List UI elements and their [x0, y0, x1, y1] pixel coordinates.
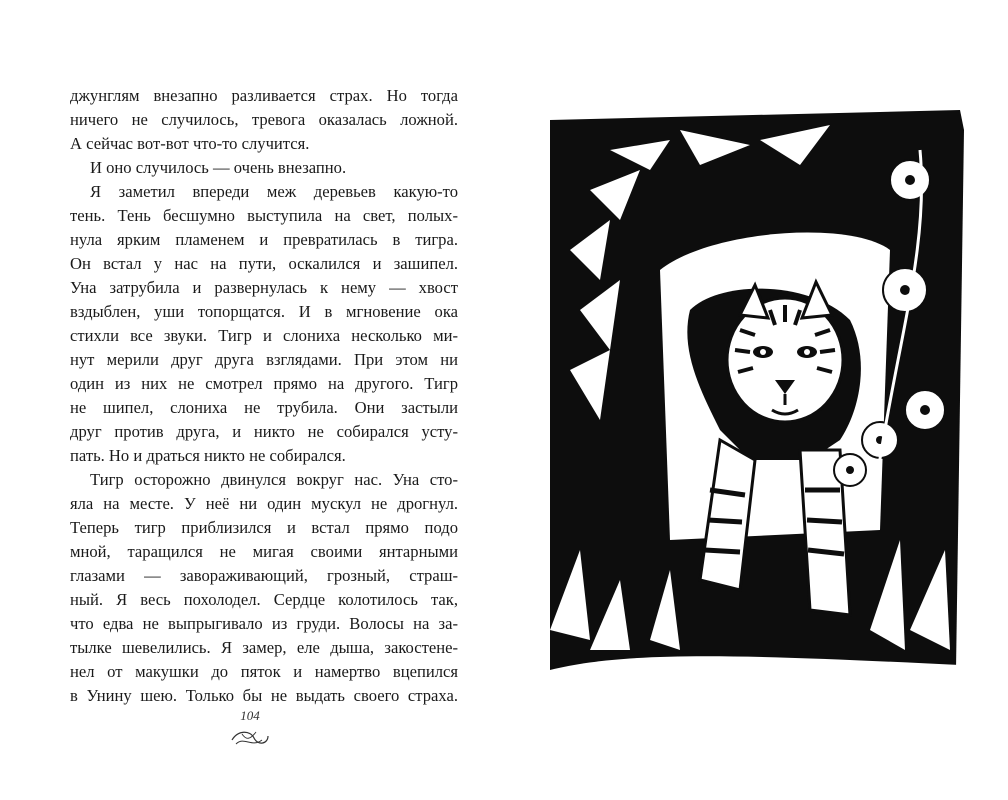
left-page [0, 0, 500, 800]
text-line: мной, таращился не мигая своими янтарными [70, 542, 458, 561]
text-line: глазами — завораживающий, грозный, страш- [70, 566, 458, 585]
text-line: Я заметил впереди меж деревьев какую-то [90, 182, 458, 201]
text-line: нел от макушки до пяток и намертво вцепился [70, 662, 458, 681]
text-line: в Унину шею. Только бы не выдать своего страха. [70, 686, 458, 705]
text-line: что едва не выпрыгивало из груди. Волосы на за- [70, 614, 458, 633]
text-line: А сейчас вот-вот что-то случится. [70, 134, 310, 153]
text-line: ный. Я весь похолодел. Сердце колотилось так, [70, 590, 458, 609]
right-page [500, 0, 1008, 800]
text-line: Тигр осторожно двинулся вокруг нас. Уна сто- [90, 470, 458, 489]
text-line: нула ярким пламенем и превратилась в тигра. [70, 230, 458, 249]
text-line: И оно случилось — очень внезапно. [90, 158, 347, 177]
text-line: джунглям внезапно разливается страх. Но тогда [70, 86, 458, 105]
text-line: тень. Тень бесшумно выступила на свет, полых- [70, 206, 458, 225]
text-line: один из них не смотрел прямо на другого. Тигр [70, 374, 458, 393]
ornament-icon [228, 726, 272, 750]
text-line: друг против друга, и никто не собирался усту- [70, 422, 458, 441]
text-line: Он встал у нас на пути, оскалился и зашипел. [70, 254, 458, 273]
text-line: Теперь тигр приблизился и встал прямо подо [70, 518, 458, 537]
body-text [70, 84, 458, 708]
page-number: 104 [240, 708, 260, 723]
text-line: стихли все звуки. Тигр и слониха несколько ми- [70, 326, 458, 345]
text-line: нут мерили друг друга взглядами. При этом ни [70, 350, 458, 369]
text-line: пать. Но и драться никто не собирался. [70, 446, 346, 465]
text-line: не шипел, слониха не трубила. Они застыли [70, 398, 458, 417]
text-line: тылке шевелились. Я замер, еле дыша, закостене- [70, 638, 458, 657]
tiger-illustration [550, 110, 970, 690]
text-line: вздыблен, уши топорщатся. И в мгновение ока [70, 302, 458, 321]
text-line: яла на месте. У неё ни один мускул не дрогнул. [70, 494, 458, 513]
text-line: Уна затрубила и развернулась к нему — хвост [70, 278, 458, 297]
text-line: ничего не случилось, тревога оказалась ложной. [70, 110, 458, 129]
